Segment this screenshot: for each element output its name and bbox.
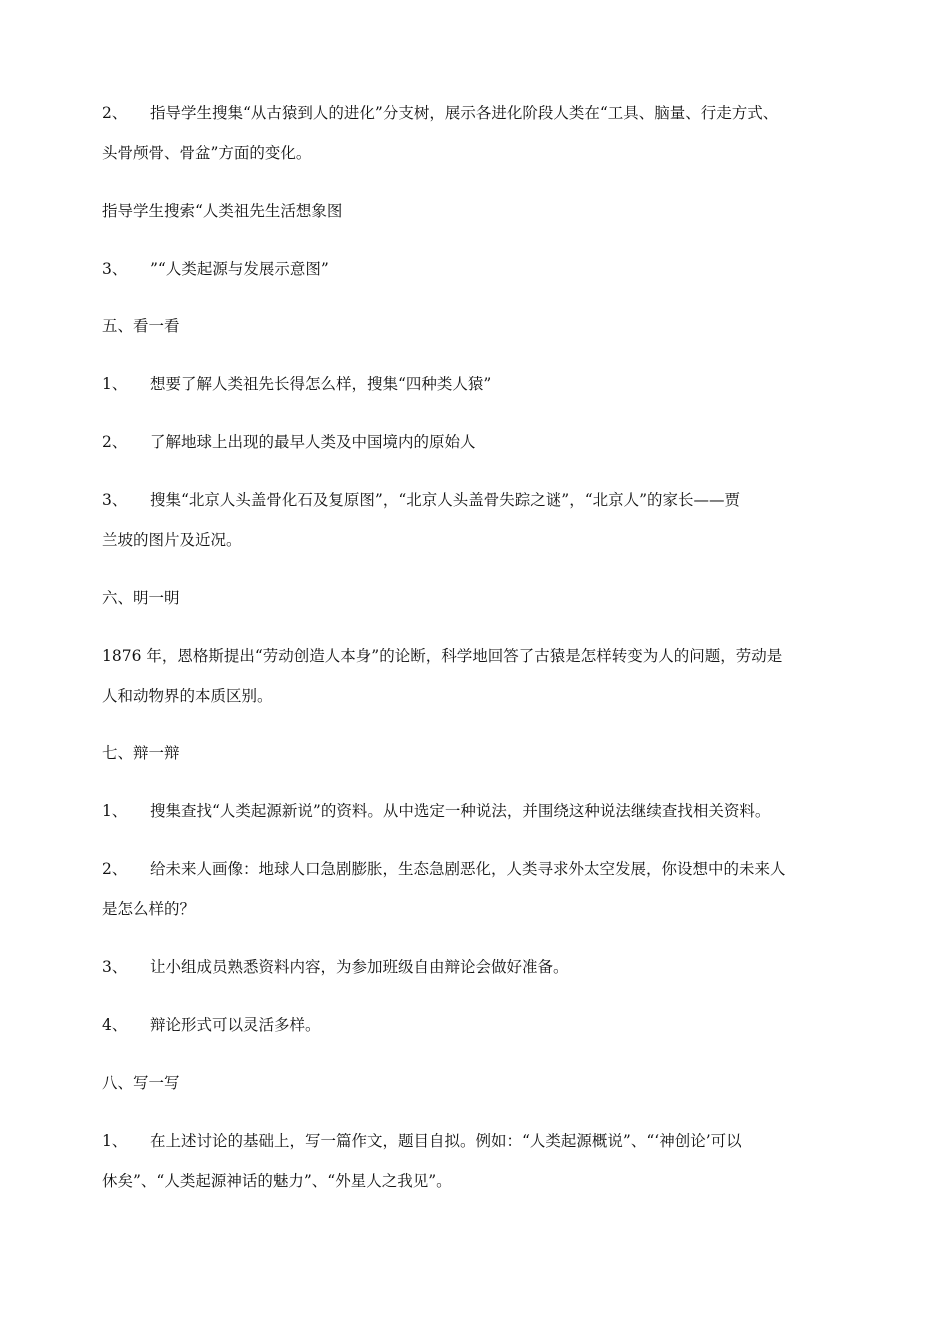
section-heading: 七、辩一辩: [102, 744, 180, 762]
item-text: 搜集查找“人类起源新说”的资料。从中选定一种说法，并围绕这种说法继续查找相关资料。: [150, 802, 771, 820]
paragraph-continued: 人和动物界的本质区别。: [102, 687, 273, 705]
paragraph: 指导学生搜索“人类祖先生活想象图: [102, 202, 343, 220]
item-number: 4、: [102, 1016, 128, 1034]
item-text: 在上述讨论的基础上，写一篇作文，题目自拟。例如：“人类起源概说”、“‘神创论’可以: [150, 1132, 742, 1150]
item-number: 3、: [102, 260, 128, 278]
item-text-continued: 兰坡的图片及近况。: [102, 531, 242, 549]
item-text: 给未来人画像：地球人口急剧膨胀，生态急剧恶化，人类寻求外太空发展，你设想中的未来人: [150, 860, 786, 878]
item-text: 了解地球上出现的最早人类及中国境内的原始人: [150, 433, 476, 451]
section-heading: 八、写一写: [102, 1074, 180, 1092]
section-heading: 六、明一明: [102, 589, 180, 607]
item-number: 2、: [102, 433, 128, 451]
item-text: 辩论形式可以灵活多样。: [150, 1016, 321, 1034]
item-number: 2、: [102, 860, 128, 878]
item-text: ”“人类起源与发展示意图”: [150, 260, 329, 278]
item-text-continued: 是怎么样的？: [102, 900, 196, 918]
item-text: 让小组成员熟悉资料内容，为参加班级自由辩论会做好准备。: [150, 958, 569, 976]
item-text: 想要了解人类祖先长得怎么样，搜集“四种类人猿”: [150, 375, 492, 393]
paragraph: 1876 年，恩格斯提出“劳动创造人本身”的论断，科学地回答了古猿是怎样转变为人的问题，劳动是: [102, 647, 783, 665]
item-number: 2、: [102, 104, 128, 122]
item-number: 1、: [102, 1132, 128, 1150]
item-number: 3、: [102, 958, 128, 976]
section-heading: 五、看一看: [102, 317, 180, 335]
item-text-continued: 休矣”、“人类起源神话的魅力”、“外星人之我见”。: [102, 1172, 452, 1190]
item-number: 1、: [102, 375, 128, 393]
item-text-continued: 头骨颅骨、骨盆”方面的变化。: [102, 144, 312, 162]
item-number: 3、: [102, 491, 128, 509]
item-text: 指导学生搜集“从古猿到人的进化”分支树，展示各进化阶段人类在“工具、脑量、行走方式、: [150, 104, 779, 122]
item-number: 1、: [102, 802, 128, 820]
item-text: 搜集“北京人头盖骨化石及复原图”，“北京人头盖骨失踪之谜”，“北京人”的家长——贾: [150, 491, 741, 509]
